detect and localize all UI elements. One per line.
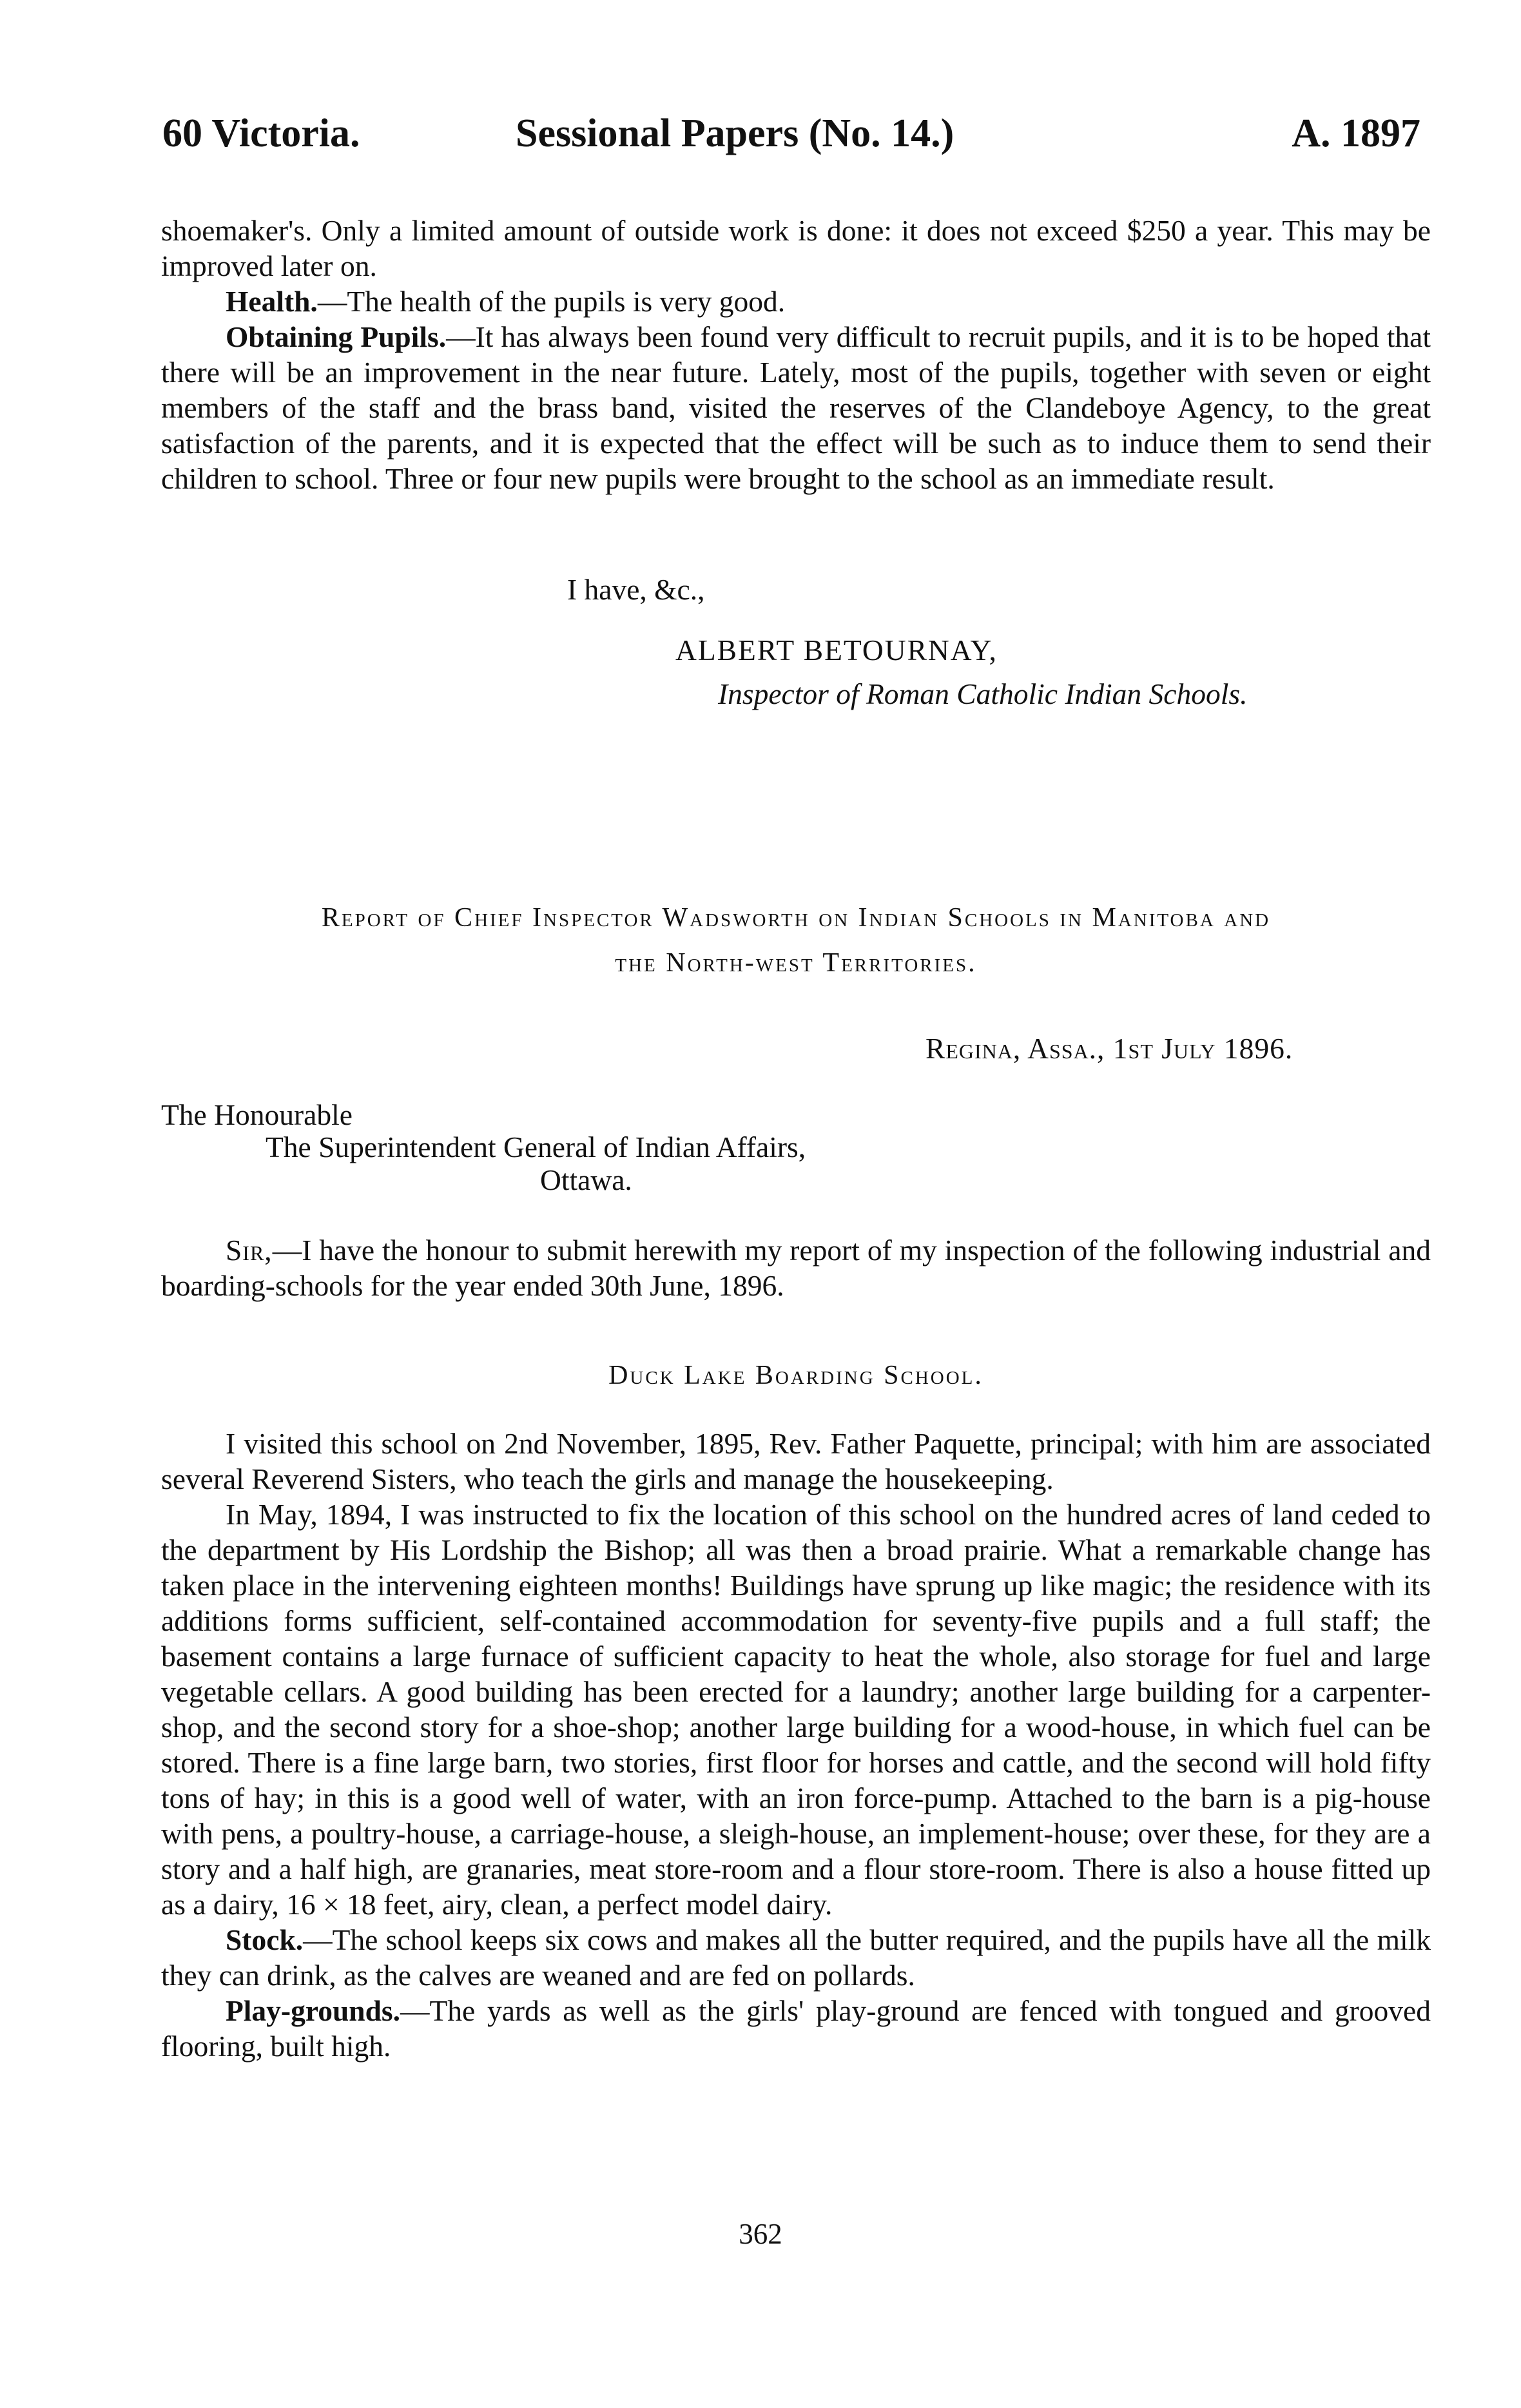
address-line-1: The Honourable <box>161 1098 353 1131</box>
paragraph-stock <box>161 1922 1431 1993</box>
playgrounds-text: —The yards as well as the girls' play-ground are fenced with tongued and grooved flooring, built high. <box>161 1994 1431 2063</box>
header-year: A. 1897 <box>1292 112 1420 155</box>
playgrounds-heading: Play-grounds. <box>226 1994 400 2027</box>
address-line-3: Ottawa. <box>540 1163 632 1196</box>
closing-line: I have, &c., <box>567 573 705 606</box>
health-text: —The health of the pupils is very good. <box>317 285 786 318</box>
intro-section <box>161 1232 1431 1303</box>
signatory-name: ALBERT BETOURNAY, <box>675 634 998 666</box>
paragraph-shoemaker: shoemaker's. Only a limited amount of outside work is done: it does not exceed $250 a year. This may be improved later on. <box>161 214 1431 282</box>
dateline: Regina, Assa., 1st July 1896. <box>925 1032 1293 1065</box>
page-number: 362 <box>739 2218 782 2250</box>
header-title: Sessional Papers (No. 14.) <box>516 112 954 155</box>
paragraph-buildings: In May, 1894, I was instructed to fix the location of this school on the hundred acres of land ceded to the department by His Lordship the Bishop; all was then a broad prairie. What a remarkable change has taken place in the intervening eighteen months! Buildings have sprung up like magic; the residence with its additions forms sufficient, self-contained accommodation for seventy-five pupils and a full staff; the basement contains a large furnace of sufficient capacity to heat the whole, also storage for fuel and large vegetable cellars. A good building has been erected for a laundry; another large building for a carpenter-shop, and the second story for a shoe-shop; another large building for a wood-house, in which fuel can be stored. There is a fine large barn, two stories, first floor for horses and cattle, and the second will hold fifty tons of hay; in this is a good well of water, with an iron force-pump. Attached to the barn is a pig-house with pens, a poultry-house, a carriage-house, a sleigh-house, an implement-house; over these, for they are a story and a half high, are granaries, meat store-room and a flour store-room. There is also a house fitted up as a dairy, 16 × 18 feet, airy, clean, a perfect model dairy. <box>161 1498 1431 1921</box>
address-line-2: The Superintendent General of Indian Affairs, <box>266 1131 806 1163</box>
stock-text: —The school keeps six cows and makes all the butter required, and the pupils have all the milk they can drink, as the calves are weaned and are fed on pollards. <box>161 1923 1431 1992</box>
paragraph-obtaining-pupils <box>161 319 1431 496</box>
section-title: Duck Lake Boarding School. <box>608 1361 983 1390</box>
paragraph-playgrounds <box>161 1993 1431 2064</box>
running-header <box>162 111 1420 169</box>
header-volume: 60 Victoria. <box>162 112 360 155</box>
paragraph-intro <box>161 1232 1431 1303</box>
paragraph-visit: I visited this school on 2nd November, 1895, Rev. Father Paquette, principal; with him are associated several Reverend Sisters, who teach the girls and manage the housekeeping. <box>161 1427 1431 1495</box>
salutation: Sir, <box>226 1234 273 1267</box>
obtaining-pupils-heading: Obtaining Pupils. <box>226 320 447 353</box>
paragraph-health <box>161 284 1431 319</box>
obtaining-pupils-text: —It has always been found very difficult to recruit pupils, and it is to be hoped that there will be an improvement in the near future. Lately, most of the pupils, together with seven or eight members of the staff and the brass band, visited the reserves of the Clandeboye Agency, to the great satisfaction of the parents, and it is expected that the effect will be such as to induce them to send their children to school. Three or four new pupils were brought to the school as an immediate result. <box>161 320 1431 495</box>
intro-text: —I have the honour to submit herewith my report of my inspection of the following industrial and boarding-schools for the year ended 30th June, 1896. <box>161 1234 1431 1302</box>
stock-heading: Stock. <box>226 1923 304 1956</box>
report-title-line-2: the North-west Territories. <box>615 948 977 978</box>
report-title-line-1: Report of Chief Inspector Wadsworth on Indian Schools in Manitoba and <box>321 903 1271 933</box>
top-section <box>161 213 1431 496</box>
duck-lake-section <box>161 1426 1431 2064</box>
health-heading: Health. <box>226 285 318 318</box>
signatory-title: Inspector of Roman Catholic Indian Schools. <box>718 677 1248 710</box>
